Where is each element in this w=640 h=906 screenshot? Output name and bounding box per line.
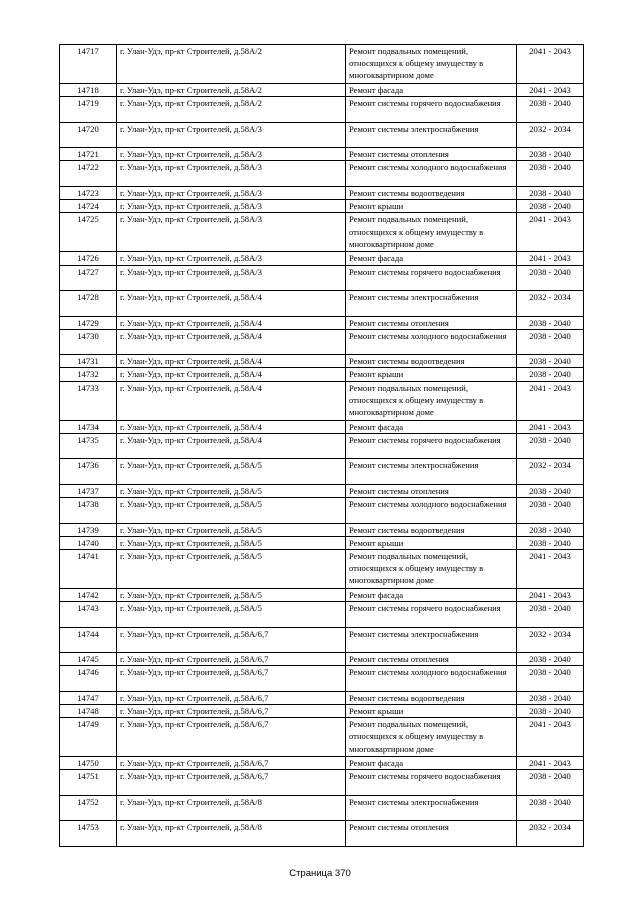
address-cell: г. Улан-Удэ, пр-кт Строителей, д.58А/2 <box>117 45 346 84</box>
table-row <box>60 666 584 692</box>
address-cell: г. Улан-Удэ, пр-кт Строителей, д.58А/3 <box>117 161 346 187</box>
work-type-cell: Ремонт системы отопления <box>346 484 517 497</box>
work-type-cell: Ремонт системы отопления <box>346 821 517 847</box>
work-type-cell: Ремонт фасада <box>346 252 517 265</box>
row-number-cell: 14748 <box>60 705 117 718</box>
table-row <box>60 291 584 317</box>
capital-repair-table <box>59 44 584 847</box>
row-number-cell: 14751 <box>60 770 117 796</box>
table-row <box>60 355 584 368</box>
table-row <box>60 588 584 601</box>
work-type-cell: Ремонт системы отопления <box>346 653 517 666</box>
period-cell: 2032 - 2034 <box>517 627 584 653</box>
table-row <box>60 691 584 704</box>
table-row <box>60 536 584 549</box>
work-type-cell: Ремонт крыши <box>346 200 517 213</box>
work-type-cell: Ремонт системы водоотведения <box>346 186 517 199</box>
row-number-cell: 14733 <box>60 381 117 420</box>
work-type-cell: Ремонт системы холодного водоснабжения <box>346 498 517 524</box>
address-cell: г. Улан-Удэ, пр-кт Строителей, д.58А/4 <box>117 316 346 329</box>
work-type-cell: Ремонт системы электроснабжения <box>346 291 517 317</box>
row-number-cell: 14730 <box>60 329 117 355</box>
address-cell: г. Улан-Удэ, пр-кт Строителей, д.58А/6,7 <box>117 653 346 666</box>
address-cell: г. Улан-Удэ, пр-кт Строителей, д.58А/4 <box>117 329 346 355</box>
table-row <box>60 770 584 796</box>
row-number-cell: 14742 <box>60 588 117 601</box>
address-cell: г. Улан-Удэ, пр-кт Строителей, д.58А/4 <box>117 368 346 381</box>
address-cell: г. Улан-Удэ, пр-кт Строителей, д.58А/6,7 <box>117 666 346 692</box>
page-number: Страница 370 <box>289 868 351 879</box>
table-row <box>60 329 584 355</box>
work-type-cell: Ремонт подвальных помещений, относящихся к общему имуществу в многоквартирном доме <box>346 549 517 588</box>
work-type-cell: Ремонт системы холодного водоснабжения <box>346 161 517 187</box>
table-row <box>60 186 584 199</box>
row-number-cell: 14740 <box>60 536 117 549</box>
work-type-cell: Ремонт системы горячего водоснабжения <box>346 97 517 123</box>
table-row <box>60 653 584 666</box>
table-row <box>60 213 584 252</box>
row-number-cell: 14728 <box>60 291 117 317</box>
address-cell: г. Улан-Удэ, пр-кт Строителей, д.58А/3 <box>117 252 346 265</box>
row-number-cell: 14721 <box>60 148 117 161</box>
work-type-cell: Ремонт системы электроснабжения <box>346 459 517 485</box>
row-number-cell: 14753 <box>60 821 117 847</box>
address-cell: г. Улан-Удэ, пр-кт Строителей, д.58А/3 <box>117 148 346 161</box>
row-number-cell: 14726 <box>60 252 117 265</box>
period-cell: 2038 - 2040 <box>517 186 584 199</box>
row-number-cell: 14738 <box>60 498 117 524</box>
row-number-cell: 14724 <box>60 200 117 213</box>
table-row <box>60 97 584 123</box>
row-number-cell: 14746 <box>60 666 117 692</box>
address-cell: г. Улан-Удэ, пр-кт Строителей, д.58А/6,7 <box>117 718 346 757</box>
address-cell: г. Улан-Удэ, пр-кт Строителей, д.58А/6,7 <box>117 691 346 704</box>
work-type-cell: Ремонт системы холодного водоснабжения <box>346 329 517 355</box>
period-cell: 2038 - 2040 <box>517 770 584 796</box>
row-number-cell: 14736 <box>60 459 117 485</box>
work-type-cell: Ремонт фасада <box>346 84 517 97</box>
period-cell: 2038 - 2040 <box>517 97 584 123</box>
address-cell: г. Улан-Удэ, пр-кт Строителей, д.58А/4 <box>117 355 346 368</box>
period-cell: 2041 - 2043 <box>517 381 584 420</box>
period-cell: 2032 - 2034 <box>517 291 584 317</box>
work-type-cell: Ремонт системы горячего водоснабжения <box>346 433 517 459</box>
table-row <box>60 381 584 420</box>
period-cell: 2038 - 2040 <box>517 691 584 704</box>
work-type-cell: Ремонт фасада <box>346 588 517 601</box>
row-number-cell: 14729 <box>60 316 117 329</box>
work-type-cell: Ремонт системы горячего водоснабжения <box>346 602 517 628</box>
period-cell: 2041 - 2043 <box>517 252 584 265</box>
period-cell: 2038 - 2040 <box>517 433 584 459</box>
address-cell: г. Улан-Удэ, пр-кт Строителей, д.58А/4 <box>117 381 346 420</box>
table-row <box>60 549 584 588</box>
address-cell: г. Улан-Удэ, пр-кт Строителей, д.58А/3 <box>117 200 346 213</box>
work-type-cell: Ремонт системы холодного водоснабжения <box>346 666 517 692</box>
work-type-cell: Ремонт системы водоотведения <box>346 523 517 536</box>
period-cell: 2038 - 2040 <box>517 536 584 549</box>
table-row <box>60 148 584 161</box>
row-number-cell: 14732 <box>60 368 117 381</box>
address-cell: г. Улан-Удэ, пр-кт Строителей, д.58А/3 <box>117 265 346 291</box>
row-number-cell: 14750 <box>60 757 117 770</box>
work-type-cell: Ремонт подвальных помещений, относящихся к общему имуществу в многоквартирном доме <box>346 718 517 757</box>
table-row <box>60 252 584 265</box>
row-number-cell: 14723 <box>60 186 117 199</box>
table-row <box>60 498 584 524</box>
address-cell: г. Улан-Удэ, пр-кт Строителей, д.58А/3 <box>117 213 346 252</box>
row-number-cell: 14749 <box>60 718 117 757</box>
period-cell: 2041 - 2043 <box>517 420 584 433</box>
address-cell: г. Улан-Удэ, пр-кт Строителей, д.58А/3 <box>117 186 346 199</box>
address-cell: г. Улан-Удэ, пр-кт Строителей, д.58А/4 <box>117 291 346 317</box>
address-cell: г. Улан-Удэ, пр-кт Строителей, д.58А/5 <box>117 498 346 524</box>
row-number-cell: 14722 <box>60 161 117 187</box>
period-cell: 2032 - 2034 <box>517 821 584 847</box>
row-number-cell: 14735 <box>60 433 117 459</box>
row-number-cell: 14743 <box>60 602 117 628</box>
period-cell: 2038 - 2040 <box>517 523 584 536</box>
row-number-cell: 14745 <box>60 653 117 666</box>
work-type-cell: Ремонт крыши <box>346 536 517 549</box>
row-number-cell: 14720 <box>60 122 117 148</box>
period-cell: 2038 - 2040 <box>517 316 584 329</box>
table-row <box>60 433 584 459</box>
table-row <box>60 627 584 653</box>
row-number-cell: 14719 <box>60 97 117 123</box>
work-type-cell: Ремонт подвальных помещений, относящихся к общему имуществу в многоквартирном доме <box>346 213 517 252</box>
work-type-cell: Ремонт фасада <box>346 420 517 433</box>
work-type-cell: Ремонт системы водоотведения <box>346 355 517 368</box>
address-cell: г. Улан-Удэ, пр-кт Строителей, д.58А/6,7 <box>117 705 346 718</box>
table-row <box>60 821 584 847</box>
address-cell: г. Улан-Удэ, пр-кт Строителей, д.58А/2 <box>117 97 346 123</box>
table-row <box>60 122 584 148</box>
table-row <box>60 757 584 770</box>
work-type-cell: Ремонт системы горячего водоснабжения <box>346 265 517 291</box>
row-number-cell: 14717 <box>60 45 117 84</box>
work-type-cell: Ремонт крыши <box>346 368 517 381</box>
table-row <box>60 265 584 291</box>
work-type-cell: Ремонт системы электроснабжения <box>346 795 517 821</box>
period-cell: 2041 - 2043 <box>517 718 584 757</box>
row-number-cell: 14725 <box>60 213 117 252</box>
period-cell: 2038 - 2040 <box>517 368 584 381</box>
row-number-cell: 14739 <box>60 523 117 536</box>
row-number-cell: 14718 <box>60 84 117 97</box>
work-type-cell: Ремонт системы электроснабжения <box>346 122 517 148</box>
period-cell: 2032 - 2034 <box>517 459 584 485</box>
work-type-cell: Ремонт подвальных помещений, относящихся к общему имуществу в многоквартирном доме <box>346 45 517 84</box>
period-cell: 2041 - 2043 <box>517 84 584 97</box>
period-cell: 2038 - 2040 <box>517 666 584 692</box>
work-type-cell: Ремонт фасада <box>346 757 517 770</box>
row-number-cell: 14734 <box>60 420 117 433</box>
period-cell: 2041 - 2043 <box>517 45 584 84</box>
address-cell: г. Улан-Удэ, пр-кт Строителей, д.58А/4 <box>117 420 346 433</box>
period-cell: 2038 - 2040 <box>517 148 584 161</box>
address-cell: г. Улан-Удэ, пр-кт Строителей, д.58А/5 <box>117 549 346 588</box>
address-cell: г. Улан-Удэ, пр-кт Строителей, д.58А/5 <box>117 459 346 485</box>
work-type-cell: Ремонт системы горячего водоснабжения <box>346 770 517 796</box>
table-row <box>60 84 584 97</box>
address-cell: г. Улан-Удэ, пр-кт Строителей, д.58А/6,7 <box>117 627 346 653</box>
table-row <box>60 161 584 187</box>
period-cell: 2038 - 2040 <box>517 705 584 718</box>
address-cell: г. Улан-Удэ, пр-кт Строителей, д.58А/4 <box>117 433 346 459</box>
table-row <box>60 45 584 84</box>
row-number-cell: 14747 <box>60 691 117 704</box>
address-cell: г. Улан-Удэ, пр-кт Строителей, д.58А/2 <box>117 84 346 97</box>
row-number-cell: 14731 <box>60 355 117 368</box>
work-type-cell: Ремонт системы отопления <box>346 148 517 161</box>
period-cell: 2041 - 2043 <box>517 588 584 601</box>
work-type-cell: Ремонт системы отопления <box>346 316 517 329</box>
period-cell: 2038 - 2040 <box>517 329 584 355</box>
address-cell: г. Улан-Удэ, пр-кт Строителей, д.58А/5 <box>117 602 346 628</box>
work-type-cell: Ремонт системы электроснабжения <box>346 627 517 653</box>
period-cell: 2038 - 2040 <box>517 265 584 291</box>
row-number-cell: 14737 <box>60 484 117 497</box>
period-cell: 2041 - 2043 <box>517 549 584 588</box>
table-body <box>60 45 584 847</box>
table-row <box>60 200 584 213</box>
period-cell: 2038 - 2040 <box>517 498 584 524</box>
table-row <box>60 705 584 718</box>
row-number-cell: 14741 <box>60 549 117 588</box>
address-cell: г. Улан-Удэ, пр-кт Строителей, д.58А/5 <box>117 484 346 497</box>
table-row <box>60 484 584 497</box>
period-cell: 2038 - 2040 <box>517 161 584 187</box>
address-cell: г. Улан-Удэ, пр-кт Строителей, д.58А/8 <box>117 821 346 847</box>
address-cell: г. Улан-Удэ, пр-кт Строителей, д.58А/3 <box>117 122 346 148</box>
table-row <box>60 523 584 536</box>
period-cell: 2038 - 2040 <box>517 200 584 213</box>
period-cell: 2041 - 2043 <box>517 757 584 770</box>
work-type-cell: Ремонт подвальных помещений, относящихся к общему имуществу в многоквартирном доме <box>346 381 517 420</box>
address-cell: г. Улан-Удэ, пр-кт Строителей, д.58А/6,7 <box>117 770 346 796</box>
work-type-cell: Ремонт крыши <box>346 705 517 718</box>
address-cell: г. Улан-Удэ, пр-кт Строителей, д.58А/5 <box>117 536 346 549</box>
period-cell: 2038 - 2040 <box>517 795 584 821</box>
period-cell: 2038 - 2040 <box>517 653 584 666</box>
table-row <box>60 795 584 821</box>
address-cell: г. Улан-Удэ, пр-кт Строителей, д.58А/5 <box>117 588 346 601</box>
period-cell: 2038 - 2040 <box>517 602 584 628</box>
period-cell: 2038 - 2040 <box>517 484 584 497</box>
table-row <box>60 602 584 628</box>
row-number-cell: 14727 <box>60 265 117 291</box>
period-cell: 2032 - 2034 <box>517 122 584 148</box>
period-cell: 2038 - 2040 <box>517 355 584 368</box>
address-cell: г. Улан-Удэ, пр-кт Строителей, д.58А/5 <box>117 523 346 536</box>
table-row <box>60 316 584 329</box>
address-cell: г. Улан-Удэ, пр-кт Строителей, д.58А/6,7 <box>117 757 346 770</box>
table-row <box>60 368 584 381</box>
table-row <box>60 420 584 433</box>
address-cell: г. Улан-Удэ, пр-кт Строителей, д.58А/8 <box>117 795 346 821</box>
table-row <box>60 459 584 485</box>
work-type-cell: Ремонт системы водоотведения <box>346 691 517 704</box>
row-number-cell: 14752 <box>60 795 117 821</box>
table-row <box>60 718 584 757</box>
period-cell: 2041 - 2043 <box>517 213 584 252</box>
row-number-cell: 14744 <box>60 627 117 653</box>
